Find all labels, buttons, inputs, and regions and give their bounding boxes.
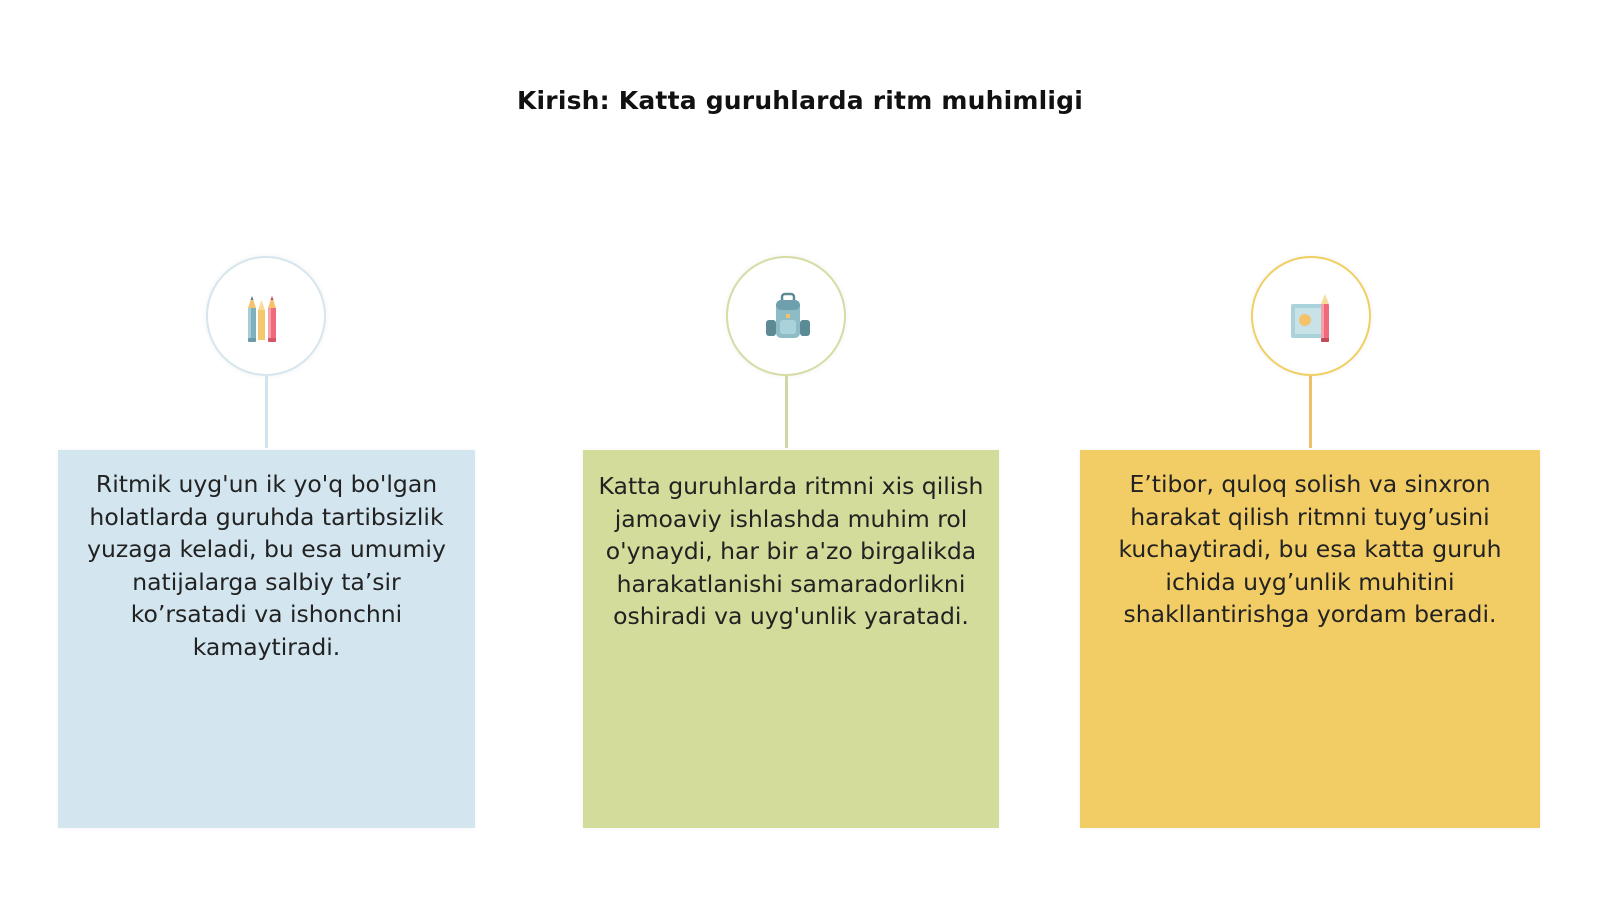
icon-circle-3: [1251, 256, 1371, 376]
info-card-3: [1080, 450, 1540, 828]
card-text-3: E’tibor, quloq solish va sinxron harakat qilish ritmni tuyg’usini kuchaytiradi, bu esa katta guruh ichida uyg’unlik muhitini shakllantirishga yordam beradi.: [1118, 470, 1502, 628]
info-card-1: [58, 450, 475, 828]
card-text-1: Ritmik uyg'un ik yo'q bo'lgan holatlarda guruhda tartibsizlik yuzaga keladi, bu esa umumiy natijalarga salbiy ta’sir ko’rsatadi va ishonchni kamaytiradi.: [87, 470, 446, 661]
connector-line-1: [265, 376, 268, 448]
backpack-icon: [758, 288, 818, 348]
card-text-2: Katta guruhlarda ritmni xis qilish jamoaviy ishlashda muhim rol o'ynaydi, har bir a'zo birgalikda harakatlanishi samaradorlikni oshiradi va uyg'unlik yaratadi.: [598, 472, 984, 630]
icon-circle-2: [726, 256, 846, 376]
icon-circle-1: [206, 256, 326, 376]
drawing-pencil-icon: [1283, 288, 1343, 348]
connector-line-3: [1309, 376, 1312, 448]
slide-title: Kirish: Katta guruhlarda ritm muhimligi: [516, 86, 1084, 115]
pencils-icon: [238, 288, 298, 348]
info-card-2: [583, 450, 999, 828]
connector-line-2: [785, 376, 788, 448]
